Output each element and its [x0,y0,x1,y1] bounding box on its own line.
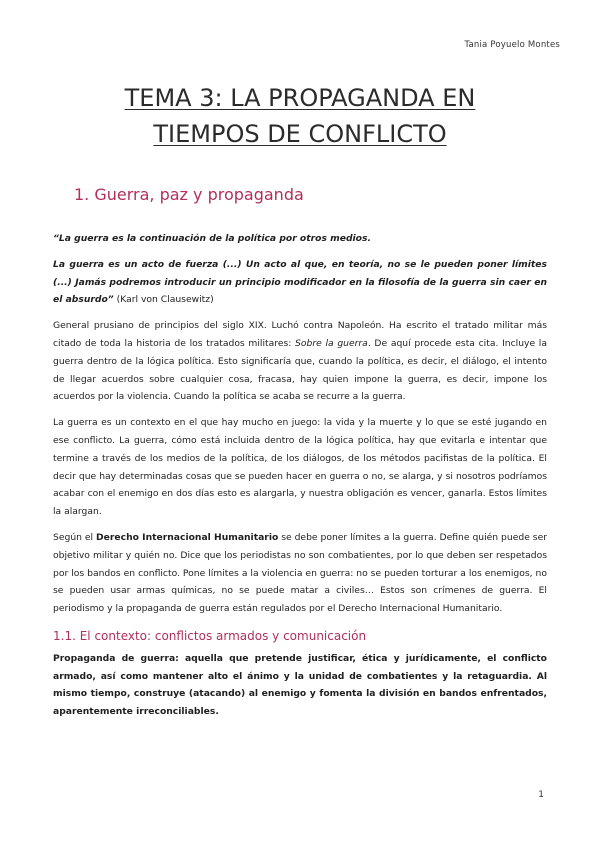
header-author: Tania Poyuelo Montes [464,40,560,50]
definition-paragraph: Propaganda de guerra: aquella que pretende justificar, ética y jurídicamente, el conflicto armado, así como mantener alto el ánimo y la unidad de combatientes y la retaguardia. Al mismo tiempo, construye (atacando) al enemigo y fomenta la división en bandos enfrentados, aparentemente irreconciliables. [53,652,547,718]
title-line-1: TEMA 3: LA PROPAGANDA EN [124,84,476,112]
title-line-2: TIEMPOS DE CONFLICTO [153,120,447,148]
paragraph-3 [53,529,547,618]
paragraph-1-text-b: . De aquí procede esta cita. Incluye la guerra dentro de la lógica política. Esto significaría que, cuando la política, es decir, el diálogo, el intento de llegar acuerdos sobre cualquier cosa, fracasa, hay quien impone la guerra, es decir, impone los acuerdos por la violencia. Cuando la política se acaba se recurre a la guerra. [53,337,547,403]
paragraph-3-bold: Derecho Internacional Humanitario [96,531,279,543]
paragraph-1-text-a: General prusiano de principios del siglo XIX. Luchó contra Napoleón. Ha escrito el tratado militar más citado de toda la historia de los tratados militares: [53,320,547,349]
paragraph-1 [53,317,547,406]
page-number: 1 [538,790,544,800]
quote-clausewitz-2 [53,256,547,309]
paragraph-3-text-b: se debe poner límites a la guerra. Define quién puede ser objetivo militar y quién no. Dice que los periodistas no son combatientes, por lo que deben ser respetados por los bandos en conflicto. Pone límites a la violencia en guerra: no se pueden torturar a los enemigos, no se pueden usar armas químicas, no se puede matar a civiles… Estos son crímenes de guerra. El periodismo y la propaganda de guerra están regulados por el Derecho Internacional Humanitario. [53,531,547,615]
subsection-heading: 1.1. El contexto: conflictos armados y comunicación [53,628,367,643]
document-body [53,230,547,729]
paragraph-3-text-a: Según el [53,531,97,543]
section-heading: 1. Guerra, paz y propaganda [74,185,304,204]
quote-clausewitz-1: “La guerra es la continuación de la política por otros medios. [53,233,371,244]
book-title: Sobre la guerra [295,337,368,349]
quote-author: (Karl von Clausewitz) [113,294,214,306]
page-title [40,80,560,152]
paragraph-2: La guerra es un contexto en el que hay mucho en juego: la vida y la muerte y lo que se esté jugando en ese conflicto. La guerra, cómo está incluida dentro de la lógica política, hay que evitarla e intentar que termine a través de los medios de la política, de los diálogos, de los métodos pacifistas de la política. El decir que hay determinadas cosas que se pueden hacer en guerra o no, se alarga, y si nosotros podríamos acabar con el enemigo en dos días esto es alargarla, y nuestra obligación es vencer, ganarla. Estos límites la alargan. [53,417,547,518]
quote-text: La guerra es un acto de fuerza (...) Un acto al que, en teoría, no se le pueden poner límites (...) Jamás podremos introducir un principio modificador en la filosofía de la guerra sin caer en el absurdo” [53,258,547,306]
